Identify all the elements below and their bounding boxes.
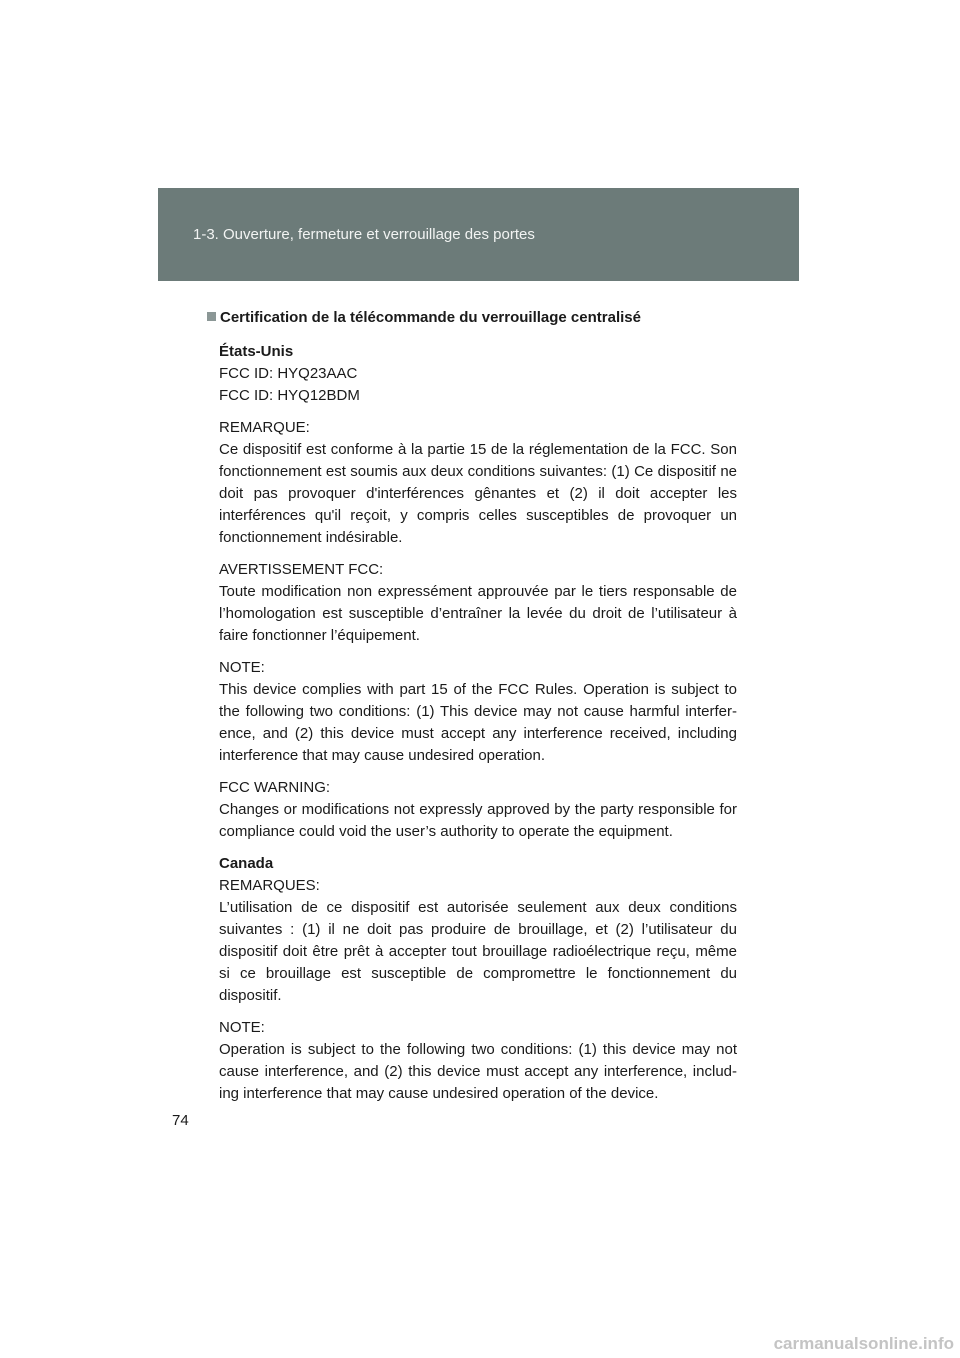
avertissement-text: Toute modification non expressément approuvée par le tiers responsable de l’homologation est susceptible d’entraîner la levée du droit de l’utilisateur à faire fonctionner l’équipement. (219, 583, 737, 644)
canada-note-label: NOTE: (219, 1019, 265, 1036)
canada-heading: Canada (219, 855, 274, 872)
note-block (219, 657, 737, 767)
remarque-text: Ce dispositif est conforme à la partie 15 de la réglementation de la FCC. Son fonctionnement est soumis aux deux conditions suivantes: (1) Ce dispositif ne doit pas provoquer d'interférences gênantes et (2) il doit accepter les interférences qu'il reçoit, y compris celles susceptibles de provoquer un fonctionnement indésirable. (219, 441, 737, 546)
page-number: 74 (172, 1112, 189, 1129)
warning-block (219, 777, 737, 843)
canada-block (219, 853, 737, 1007)
square-bullet-icon (207, 312, 216, 321)
avertissement-block (219, 559, 737, 647)
usa-heading: États-Unis (219, 343, 294, 360)
page-content (207, 308, 737, 1115)
section-heading-text: Certification de la télécommande du verrouillage centralisé (220, 309, 641, 326)
avertissement-label: AVERTISSEMENT FCC: (219, 561, 384, 578)
usa-block (219, 341, 737, 407)
warning-label: FCC WARNING: (219, 779, 331, 796)
chapter-section-title: 1-3. Ouverture, fermeture et verrouillage des portes (193, 226, 535, 243)
note-label: NOTE: (219, 659, 265, 676)
fcc-id-2: FCC ID: HYQ12BDM (219, 387, 360, 404)
section-heading (207, 308, 737, 327)
section-body (219, 341, 737, 1105)
remarque-block (219, 417, 737, 549)
remarque-label: REMARQUE: (219, 419, 310, 436)
canada-note-text: Operation is subject to the following two conditions: (1) this device may not cause interference, and (2) this device must accept any interference, includ- ing interference that may cause undesired operation of the device. (219, 1041, 737, 1102)
remarques-label: REMARQUES: (219, 877, 320, 894)
fcc-id-1: FCC ID: HYQ23AAC (219, 365, 358, 382)
chapter-header-band (158, 188, 799, 281)
remarques-text: L’utilisation de ce dispositif est autorisée seulement aux deux conditions suivantes : (1) il ne doit pas produire de brouillage, et (2) l’utilisateur du dispositif doit être prêt à accepter tout brouillage radioélectrique reçu, même si ce brouillage est susceptible de compromettre le fonctionnement du dispositif. (219, 899, 737, 1004)
note-text: This device complies with part 15 of the FCC Rules. Operation is subject to the following two conditions: (1) This device may not cause harmful interfer- ence, and (2) this device must accept any interference received, including interference that may cause undesired operation. (219, 681, 737, 764)
canada-note-block (219, 1017, 737, 1105)
warning-text: Changes or modifications not expressly approved by the party responsible for compliance could void the user’s authority to operate the equipment. (219, 801, 737, 840)
watermark: carmanualsonline.info (773, 1334, 954, 1353)
